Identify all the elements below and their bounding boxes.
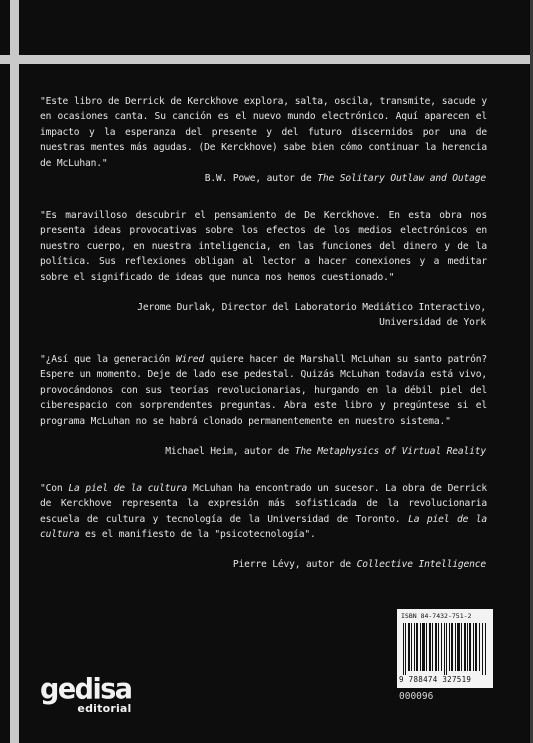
publisher-name: gedisa (40, 673, 132, 706)
blurb-attribution-4: Pierre Lévy, autor de Collective Intelligence (232, 559, 486, 570)
barcode (397, 609, 493, 688)
barcode-digits: 9 788474 327519 (399, 675, 472, 684)
barcode-bars-icon (403, 623, 487, 675)
blurb-quote-3: "¿Así que la generación Wired quiere hacer de Marshall McLuhan su santo patrón? Espere un momento. Deje de lado ese pedestal. Quizás McLuhan todavía está vivo, provocándonos con sus teorías revolucionarias, hurgando en la débil piel del ciberespacio con sorprendentes preguntas. Abra este libro y pregúntese si el programa McLuhan no se habrá clonado permanentemente en nuestro sistema." (40, 354, 487, 427)
stock-code: 000096 (399, 691, 434, 702)
publisher-logo (40, 673, 132, 715)
blurb-quote-1: "Este libro de Derrick de Kerckhove explora, salta, oscila, transmite, sacude y en ocasiones canta. Su canción es el nuevo mundo electrónico. Aquí aparecen el impacto y la esperanza del presente y del futuro discernidos por una de nuestras mentes más agudas. (De Kerckhove) sabe bien cómo continuar la herencia de McLuhan." (40, 96, 487, 169)
blurb-attribution-3: Michael Heim, autor de The Metaphysics of Virtual Reality (165, 446, 486, 457)
isbn-label: ISBN 84-7432-751-2 (401, 612, 472, 620)
vertical-stripe (10, 0, 19, 743)
publisher-sub: editorial (77, 702, 132, 715)
blurb-attribution-1: B.W. Powe, autor de The Solitary Outlaw and Outage (204, 173, 486, 184)
horizontal-stripe (0, 55, 533, 64)
blurb-quote-4: "Con La piel de la cultura McLuhan ha encontrado un sucesor. La obra de Derrick de Kerckhove representa la expresión más sofisticada de la revolucionaria escuela de cultura y tecnología de la Universidad de Toronto. La piel de la cultura es el manifiesto de la "psicotecnología". (40, 483, 487, 541)
blurb-quote-2: "Es maravilloso descubrir el pensamiento de De Kerckhove. En esta obra nos presenta ideas provocativas sobre los efectos de los medios electrónicos en nuestro cuerpo, en nuestra inteligencia, en las funciones del dinero y de la política. Sus reflexiones obligan al lector a hacer conexiones y a meditar sobre el significado de ideas que nunca nos hemos cuestionado." (40, 210, 487, 283)
blurb-attribution-2: Jerome Durlak, Director del Laboratorio Mediático Interactivo, Universidad de York (137, 302, 486, 329)
